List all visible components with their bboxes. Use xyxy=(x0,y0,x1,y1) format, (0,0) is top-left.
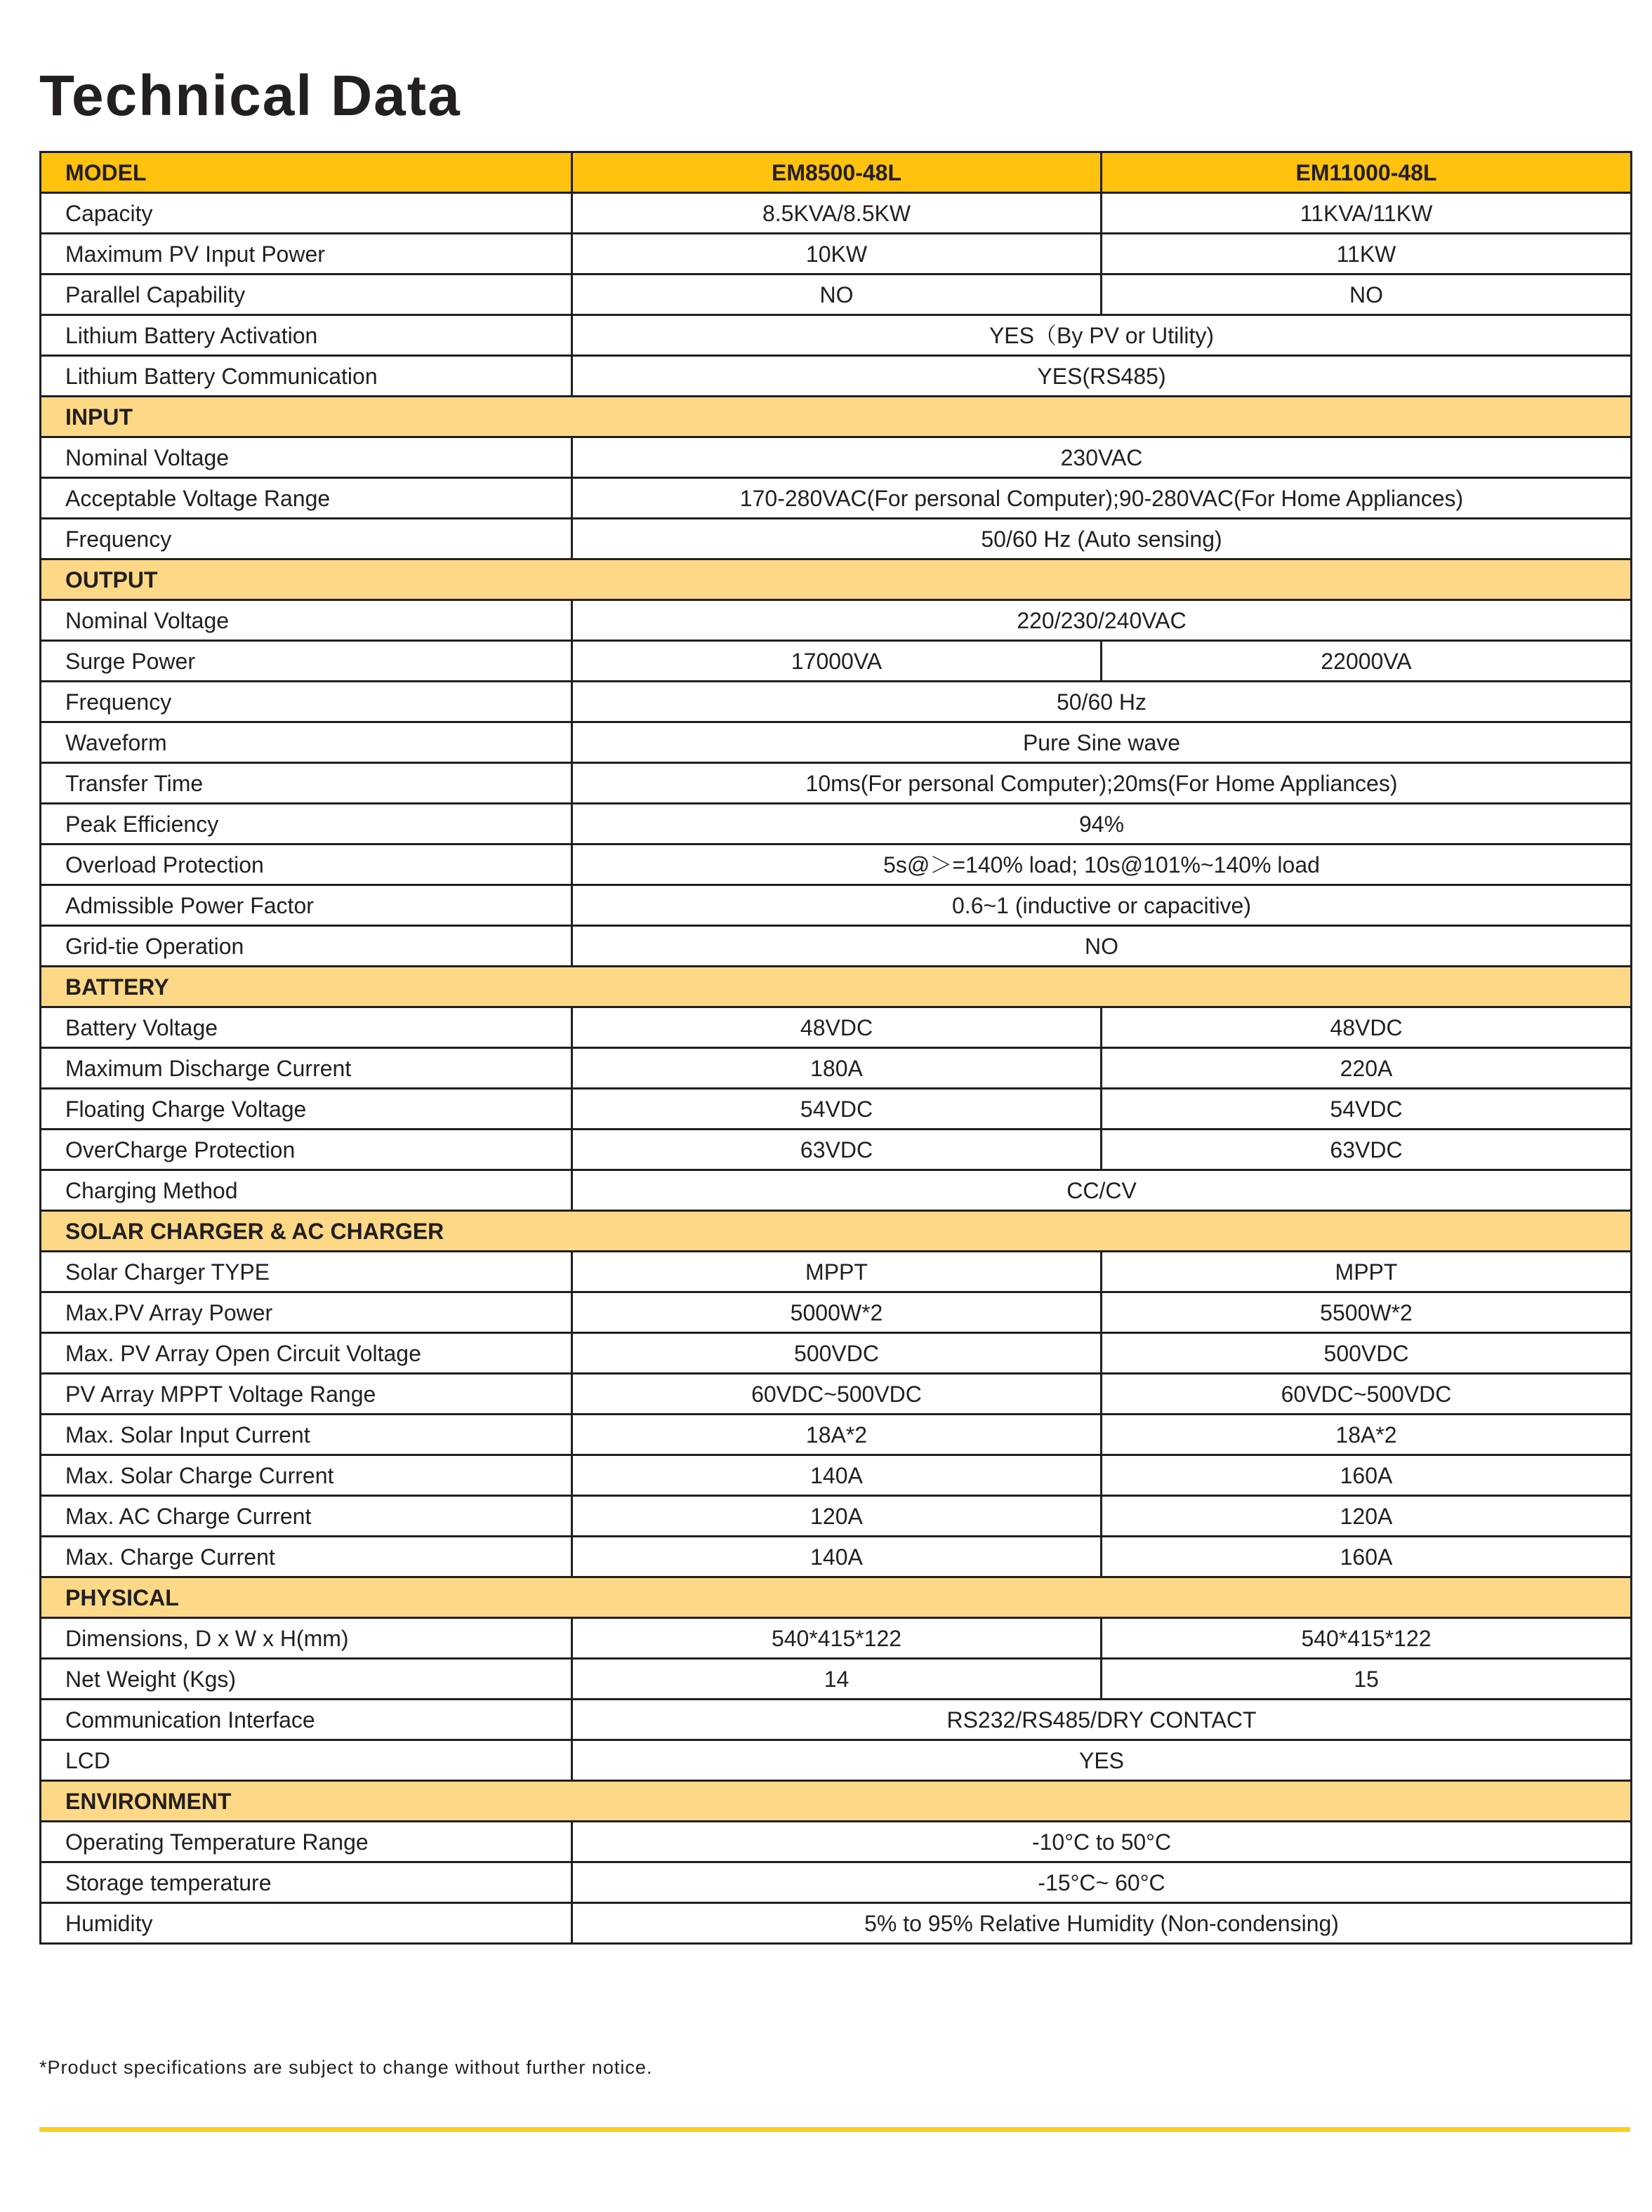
section-title: SOLAR CHARGER & AC CHARGER xyxy=(41,1211,1632,1252)
row-label: Acceptable Voltage Range xyxy=(41,478,572,519)
row-value-em11000: 5500W*2 xyxy=(1102,1292,1632,1333)
row-value-em8500: 140A xyxy=(572,1455,1102,1496)
row-label: Net Weight (Kgs) xyxy=(41,1659,572,1700)
row-label: Battery Voltage xyxy=(41,1007,572,1048)
table-row xyxy=(41,1862,1632,1903)
table-row xyxy=(41,885,1632,926)
row-value-em8500: 54VDC xyxy=(572,1089,1102,1130)
row-label: Surge Power xyxy=(41,641,572,682)
table-row xyxy=(41,193,1632,234)
header-model-em11000: EM11000-48L xyxy=(1102,152,1632,193)
row-label: Lithium Battery Communication xyxy=(41,356,572,397)
table-row xyxy=(41,1374,1632,1415)
row-label: Max. PV Array Open Circuit Voltage xyxy=(41,1333,572,1374)
row-label: Transfer Time xyxy=(41,763,572,804)
row-value-em11000: 63VDC xyxy=(1102,1130,1632,1170)
header-model-label: MODEL xyxy=(41,152,572,193)
row-value-em8500: 8.5KVA/8.5KW xyxy=(572,193,1102,234)
row-value-em8500: 60VDC~500VDC xyxy=(572,1374,1102,1415)
table-row xyxy=(41,1618,1632,1659)
row-value-shared: 5% to 95% Relative Humidity (Non-condensing) xyxy=(572,1903,1632,1944)
row-value-em11000: 48VDC xyxy=(1102,1007,1632,1048)
row-value-shared: YES（By PV or Utility) xyxy=(572,315,1632,356)
row-value-em11000: 15 xyxy=(1102,1659,1632,1700)
table-row xyxy=(41,437,1632,478)
row-value-em8500: 63VDC xyxy=(572,1130,1102,1170)
row-label: Waveform xyxy=(41,722,572,763)
row-value-em11000: 160A xyxy=(1102,1455,1632,1496)
row-label: Communication Interface xyxy=(41,1700,572,1740)
table-row xyxy=(41,1740,1632,1781)
row-value-shared: RS232/RS485/DRY CONTACT xyxy=(572,1700,1632,1740)
section-title: BATTERY xyxy=(41,967,1632,1007)
row-value-shared: 0.6~1 (inductive or capacitive) xyxy=(572,885,1632,926)
row-value-shared: 230VAC xyxy=(572,437,1632,478)
row-label: OverCharge Protection xyxy=(41,1130,572,1170)
row-value-shared: 220/230/240VAC xyxy=(572,600,1632,641)
table-row xyxy=(41,1333,1632,1374)
row-label: PV Array MPPT Voltage Range xyxy=(41,1374,572,1415)
spec-table xyxy=(39,151,1632,1945)
table-row xyxy=(41,356,1632,397)
table-row xyxy=(41,1415,1632,1455)
row-value-shared: 5s@＞=140% load; 10s@101%~140% load xyxy=(572,845,1632,885)
row-label: Maximum PV Input Power xyxy=(41,234,572,274)
section-title: PHYSICAL xyxy=(41,1577,1632,1618)
row-value-em8500: MPPT xyxy=(572,1252,1102,1292)
table-row xyxy=(41,1496,1632,1537)
row-value-em11000: 60VDC~500VDC xyxy=(1102,1374,1632,1415)
table-header-row xyxy=(41,152,1632,193)
table-row xyxy=(41,845,1632,885)
row-label: Solar Charger TYPE xyxy=(41,1252,572,1292)
table-row xyxy=(41,722,1632,763)
row-label: Nominal Voltage xyxy=(41,600,572,641)
row-value-em8500: 10KW xyxy=(572,234,1102,274)
section-header-row xyxy=(41,559,1632,600)
table-row xyxy=(41,478,1632,519)
row-value-shared: -10°C to 50°C xyxy=(572,1822,1632,1862)
row-value-em11000: 11KVA/11KW xyxy=(1102,193,1632,234)
row-label: Max. AC Charge Current xyxy=(41,1496,572,1537)
row-value-shared: 170-280VAC(For personal Computer);90-280VAC(For Home Appliances) xyxy=(572,478,1632,519)
section-header-row xyxy=(41,1577,1632,1618)
row-label: Overload Protection xyxy=(41,845,572,885)
row-value-shared: YES xyxy=(572,1740,1632,1781)
table-row xyxy=(41,1252,1632,1292)
row-value-em11000: 500VDC xyxy=(1102,1333,1632,1374)
table-row xyxy=(41,274,1632,315)
table-row xyxy=(41,315,1632,356)
row-label: Dimensions, D x W x H(mm) xyxy=(41,1618,572,1659)
section-title: INPUT xyxy=(41,397,1632,437)
row-value-em11000: 22000VA xyxy=(1102,641,1632,682)
table-row xyxy=(41,1700,1632,1740)
row-value-shared: 50/60 Hz xyxy=(572,682,1632,722)
section-header-row xyxy=(41,1211,1632,1252)
table-row xyxy=(41,763,1632,804)
table-row xyxy=(41,1170,1632,1211)
section-title: ENVIRONMENT xyxy=(41,1781,1632,1822)
table-row xyxy=(41,682,1632,722)
row-label: Storage temperature xyxy=(41,1862,572,1903)
row-value-em8500: 18A*2 xyxy=(572,1415,1102,1455)
row-label: Maximum Discharge Current xyxy=(41,1048,572,1089)
table-row xyxy=(41,641,1632,682)
row-label: Frequency xyxy=(41,682,572,722)
row-value-shared: NO xyxy=(572,926,1632,967)
row-label: Max. Solar Charge Current xyxy=(41,1455,572,1496)
row-value-shared: -15°C~ 60°C xyxy=(572,1862,1632,1903)
row-value-em8500: 120A xyxy=(572,1496,1102,1537)
row-label: LCD xyxy=(41,1740,572,1781)
table-row xyxy=(41,1659,1632,1700)
row-label: Operating Temperature Range xyxy=(41,1822,572,1862)
row-label: Peak Efficiency xyxy=(41,804,572,845)
row-value-em8500: NO xyxy=(572,274,1102,315)
row-label: Max. Solar Input Current xyxy=(41,1415,572,1455)
row-value-shared: 10ms(For personal Computer);20ms(For Home Appliances) xyxy=(572,763,1632,804)
row-value-em8500: 180A xyxy=(572,1048,1102,1089)
row-value-em11000: 11KW xyxy=(1102,234,1632,274)
row-value-shared: Pure Sine wave xyxy=(572,722,1632,763)
row-value-em8500: 540*415*122 xyxy=(572,1618,1102,1659)
row-label: Nominal Voltage xyxy=(41,437,572,478)
row-label: Floating Charge Voltage xyxy=(41,1089,572,1130)
section-header-row xyxy=(41,967,1632,1007)
row-value-em8500: 14 xyxy=(572,1659,1102,1700)
header-model-em8500: EM8500-48L xyxy=(572,152,1102,193)
footnote: *Product specifications are subject to change without further notice. xyxy=(39,2057,653,2078)
table-row xyxy=(41,1822,1632,1862)
table-row xyxy=(41,1537,1632,1577)
row-value-shared: 94% xyxy=(572,804,1632,845)
row-value-em11000: 220A xyxy=(1102,1048,1632,1089)
table-row xyxy=(41,1903,1632,1944)
row-value-shared: 50/60 Hz (Auto sensing) xyxy=(572,519,1632,559)
row-value-em8500: 140A xyxy=(572,1537,1102,1577)
row-label: Humidity xyxy=(41,1903,572,1944)
row-value-em11000: 18A*2 xyxy=(1102,1415,1632,1455)
table-row xyxy=(41,1048,1632,1089)
row-value-em8500: 500VDC xyxy=(572,1333,1102,1374)
row-value-em8500: 17000VA xyxy=(572,641,1102,682)
row-label: Charging Method xyxy=(41,1170,572,1211)
table-row xyxy=(41,1292,1632,1333)
table-row xyxy=(41,926,1632,967)
section-header-row xyxy=(41,397,1632,437)
section-title: OUTPUT xyxy=(41,559,1632,600)
row-value-em11000: 120A xyxy=(1102,1496,1632,1537)
table-row xyxy=(41,1455,1632,1496)
table-row xyxy=(41,1130,1632,1170)
row-label: Admissible Power Factor xyxy=(41,885,572,926)
table-row xyxy=(41,600,1632,641)
row-label: Frequency xyxy=(41,519,572,559)
row-value-em11000: 540*415*122 xyxy=(1102,1618,1632,1659)
row-label: Max. Charge Current xyxy=(41,1537,572,1577)
section-header-row xyxy=(41,1781,1632,1822)
table-row xyxy=(41,234,1632,274)
row-label: Grid-tie Operation xyxy=(41,926,572,967)
row-label: Capacity xyxy=(41,193,572,234)
table-row xyxy=(41,1007,1632,1048)
table-row xyxy=(41,804,1632,845)
row-value-em11000: 160A xyxy=(1102,1537,1632,1577)
row-value-em8500: 48VDC xyxy=(572,1007,1102,1048)
row-label: Lithium Battery Activation xyxy=(41,315,572,356)
row-value-em8500: 5000W*2 xyxy=(572,1292,1102,1333)
table-row xyxy=(41,1089,1632,1130)
page-title: Technical Data xyxy=(39,64,461,128)
row-label: Max.PV Array Power xyxy=(41,1292,572,1333)
bottom-rule xyxy=(39,2127,1630,2132)
row-label: Parallel Capability xyxy=(41,274,572,315)
table-row xyxy=(41,519,1632,559)
row-value-em11000: MPPT xyxy=(1102,1252,1632,1292)
row-value-shared: YES(RS485) xyxy=(572,356,1632,397)
row-value-shared: CC/CV xyxy=(572,1170,1632,1211)
row-value-em11000: 54VDC xyxy=(1102,1089,1632,1130)
row-value-em11000: NO xyxy=(1102,274,1632,315)
spec-table-body xyxy=(41,152,1632,1944)
